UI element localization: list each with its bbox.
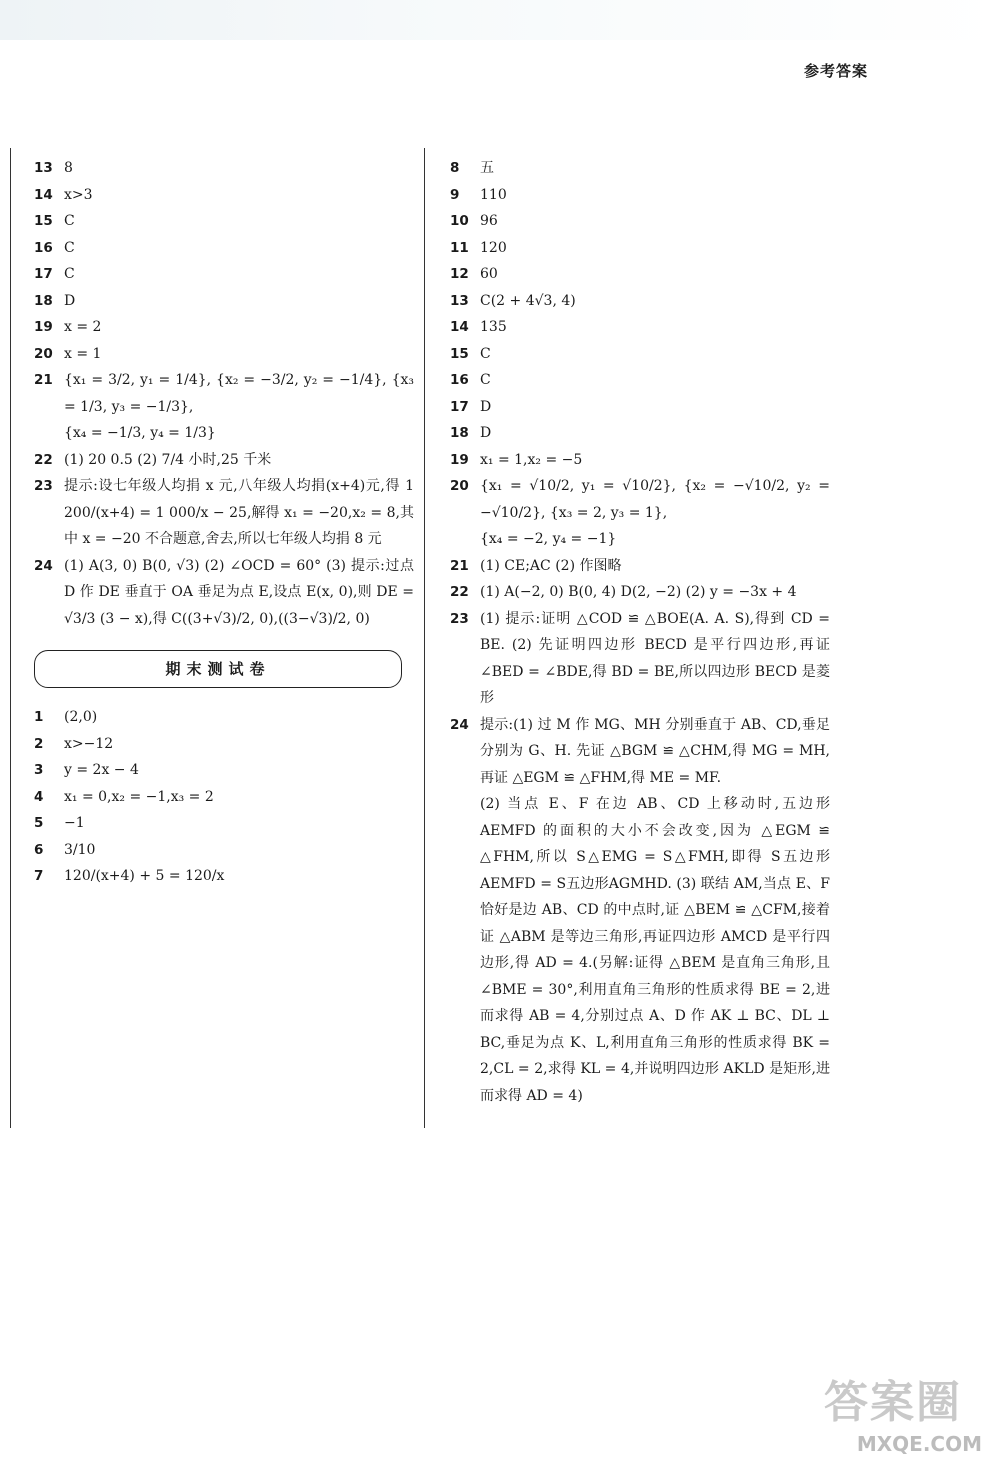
answer-item: [34, 784, 414, 811]
answer-text: y = 2x − 4: [64, 762, 139, 778]
answer-text: −1: [64, 815, 85, 831]
answer-item: [34, 810, 414, 837]
answer-number: 14: [450, 319, 469, 335]
answer-text: 110: [480, 186, 507, 203]
answer-number: 19: [34, 319, 53, 335]
answer-number: 20: [450, 478, 469, 494]
answer-item: [450, 341, 830, 368]
answer-text: (2,0): [64, 709, 98, 725]
answer-number: 21: [450, 557, 469, 574]
answer-number: 12: [450, 266, 469, 282]
answer-number: 18: [34, 292, 53, 309]
left-column: [34, 155, 414, 890]
section-title: 期末测试卷: [165, 659, 271, 678]
answer-number: 17: [450, 398, 469, 415]
answer-number: 6: [34, 841, 44, 858]
answer-number: 13: [34, 160, 53, 176]
answer-item: [34, 235, 414, 262]
answer-text: (1) A(−2, 0) B(0, 4) D(2, −2) (2) y = −3x + 4: [480, 584, 797, 600]
answer-item: [34, 553, 414, 633]
answer-text: {x₁ = √10/2, y₁ = √10/2}, {x₂ = −√10/2, y₂ = −√10/2}, {x₃ = 2, y₃ = 1},: [480, 478, 830, 521]
answer-text: {x₄ = −2, y₄ = −1}: [480, 531, 617, 547]
answer-text: C(2 + 4√3, 4): [480, 292, 576, 309]
answer-item: [34, 863, 414, 890]
answer-number: 21: [34, 372, 53, 388]
answer-item: [34, 367, 414, 420]
answer-number: 8: [450, 160, 460, 176]
answer-item: [450, 288, 830, 315]
answer-item: [34, 341, 414, 368]
answer-number: 22: [450, 584, 469, 600]
answer-item: [450, 447, 830, 474]
answer-item: [450, 182, 830, 209]
answer-number: 16: [34, 239, 53, 256]
answer-item: [450, 606, 830, 712]
answer-text: (2) 当点 E、F 在边 AB、CD 上移动时,五边形 AEMFD 的面积的大小不会改变,因为 △EGM ≌ △FHM,所以 S△EMG = S△FMH,即得 S五边形AEMFD = S五边形AGMHD. (3) 联结 AM,当点 E、F 恰好是边 AB、CD 的中点时,证 △BEM ≌ △CFM,接着证 △ABM 是等边三角形,再证四边形 AMCD 是平行四边形,得 AD = 4.(另解:证得 △BEM 是直角三角形,且 ∠BME = 30°,利用直角三角形的性质求得 BE = 2,进而求得 AB = 4,分别过点 A、D 作 AK ⊥ BC、DL ⊥ BC,垂足为点 K、L,利用直角三角形的性质求得 BK = 2,CL = 2,求得 KL = 4,并说明四边形 AKLD 是矩形,进而求得 AD = 4): [480, 796, 830, 1104]
answer-text: x>−12: [64, 735, 114, 752]
answer-number: 9: [450, 186, 460, 203]
right-column: [450, 155, 830, 1109]
answer-item: [450, 261, 830, 288]
watermark-logo: 答案圈: [824, 1377, 962, 1428]
answer-item: [450, 791, 830, 1109]
answer-number: 2: [34, 735, 44, 752]
answer-text: 提示:设七年级人均捐 x 元,八年级人均捐(x+4)元,得 1 200/(x+4) = 1 000/x − 25,解得 x₁ = −20,x₂ = 8,其中 x = −20 不合题意,舍去,所以七年级人均捐 8 元: [64, 478, 414, 547]
answer-text: D: [64, 292, 76, 309]
answer-text: (1) 提示:证明 △COD ≌ △BOE(A. A. S),得到 CD = BE. (2) 先证明四边形 BECD 是平行四边形,再证 ∠BED = ∠BDE,得 BD = BE,所以四边形 BECD 是菱形: [480, 610, 830, 706]
answer-item: [34, 288, 414, 315]
answer-item: [34, 420, 414, 447]
answer-number: 5: [34, 815, 44, 831]
answer-text: C: [480, 372, 491, 388]
answer-item: [34, 314, 414, 341]
answer-number: 15: [34, 213, 53, 229]
answer-item: [34, 731, 414, 758]
watermark-text: MXQE.COM: [856, 1432, 982, 1456]
answer-item: [34, 473, 414, 553]
answer-text: x = 2: [64, 319, 102, 335]
answer-number: 24: [450, 716, 469, 733]
answer-text: 3/10: [64, 841, 96, 858]
answer-item: [450, 553, 830, 580]
answer-text: 五: [480, 160, 494, 176]
scan-top-band: [0, 0, 1000, 40]
answer-text: C: [64, 239, 75, 256]
answer-text: 60: [480, 266, 498, 282]
answer-number: 1: [34, 709, 44, 725]
answer-number: 13: [450, 292, 469, 309]
answer-item: [450, 235, 830, 262]
site-watermark: [792, 1366, 982, 1456]
answer-text: 提示:(1) 过 M 作 MG、MH 分别垂直于 AB、CD,垂足分别为 G、H. 先证 △BGM ≌ △CHM,得 MG = MH,再证 △EGM ≌ △FHM,得 ME = MF.: [480, 716, 830, 786]
answer-text: D: [480, 398, 492, 415]
answer-text: x₁ = 0,x₂ = −1,x₃ = 2: [64, 788, 214, 805]
answer-number: 23: [34, 478, 53, 494]
answer-item: [34, 182, 414, 209]
answer-item: [450, 579, 830, 606]
section-title-box: [34, 650, 402, 688]
answer-text: 120: [480, 239, 507, 256]
answer-text: 120/(x+4) + 5 = 120/x: [64, 868, 225, 884]
answer-item: [450, 473, 830, 526]
answer-item: [34, 704, 414, 731]
answer-item: [34, 757, 414, 784]
answer-number: 11: [450, 239, 469, 256]
answer-item: [450, 526, 830, 553]
page-header-title: 参考答案: [803, 62, 868, 80]
answer-number: 7: [34, 868, 44, 884]
answer-text: (1) CE;AC (2) 作图略: [480, 557, 622, 574]
answer-number: 10: [450, 213, 469, 229]
answer-item: [450, 712, 830, 792]
answer-item: [34, 208, 414, 235]
answer-item: [450, 314, 830, 341]
answer-item: [34, 837, 414, 864]
answer-text: x = 1: [64, 345, 102, 362]
answer-text: D: [480, 425, 492, 441]
answer-item: [450, 367, 830, 394]
answer-text: {x₁ = 3/2, y₁ = 1/4}, {x₂ = −3/2, y₂ = −1/4}, {x₃ = 1/3, y₃ = −1/3},: [64, 372, 414, 415]
answer-text: (1) 20 0.5 (2) 7/4 小时,25 千米: [64, 451, 272, 468]
answer-text: 8: [64, 160, 73, 176]
answer-text: x>3: [64, 186, 93, 203]
column-divider: [424, 148, 425, 1128]
answer-item: [34, 261, 414, 288]
answer-number: 20: [34, 345, 53, 362]
answer-text: (1) A(3, 0) B(0, √3) (2) ∠OCD = 60° (3) 提示:过点 D 作 DE 垂直于 OA 垂足为点 E,设点 E(x, 0),则 DE = √3/3 (3 − x),得 C((3+√3)/2, 0),((3−√3)/2, 0): [64, 557, 414, 627]
answer-text: {x₄ = −1/3, y₄ = 1/3}: [64, 425, 216, 441]
answer-number: 22: [34, 451, 53, 468]
answer-text: C: [480, 345, 491, 362]
answer-text: 135: [480, 319, 507, 335]
answer-item: [450, 394, 830, 421]
answer-item: [450, 420, 830, 447]
answer-number: 17: [34, 266, 53, 282]
answer-text: 96: [480, 213, 498, 229]
answer-number: 14: [34, 186, 53, 203]
answer-number: 24: [34, 557, 53, 574]
answer-item: [34, 447, 414, 474]
answer-text: x₁ = 1,x₂ = −5: [480, 451, 583, 468]
left-margin-rule: [10, 148, 11, 1128]
answer-number: 19: [450, 451, 469, 468]
answer-item: [450, 208, 830, 235]
answer-number: 23: [450, 610, 469, 627]
answer-item: [34, 155, 414, 182]
answer-text: C: [64, 266, 75, 282]
answer-number: 15: [450, 345, 469, 362]
answer-number: 16: [450, 372, 469, 388]
answer-number: 3: [34, 762, 44, 778]
answer-item: [450, 155, 830, 182]
answer-number: 4: [34, 788, 44, 805]
answer-text: C: [64, 213, 75, 229]
answer-number: 18: [450, 425, 469, 441]
